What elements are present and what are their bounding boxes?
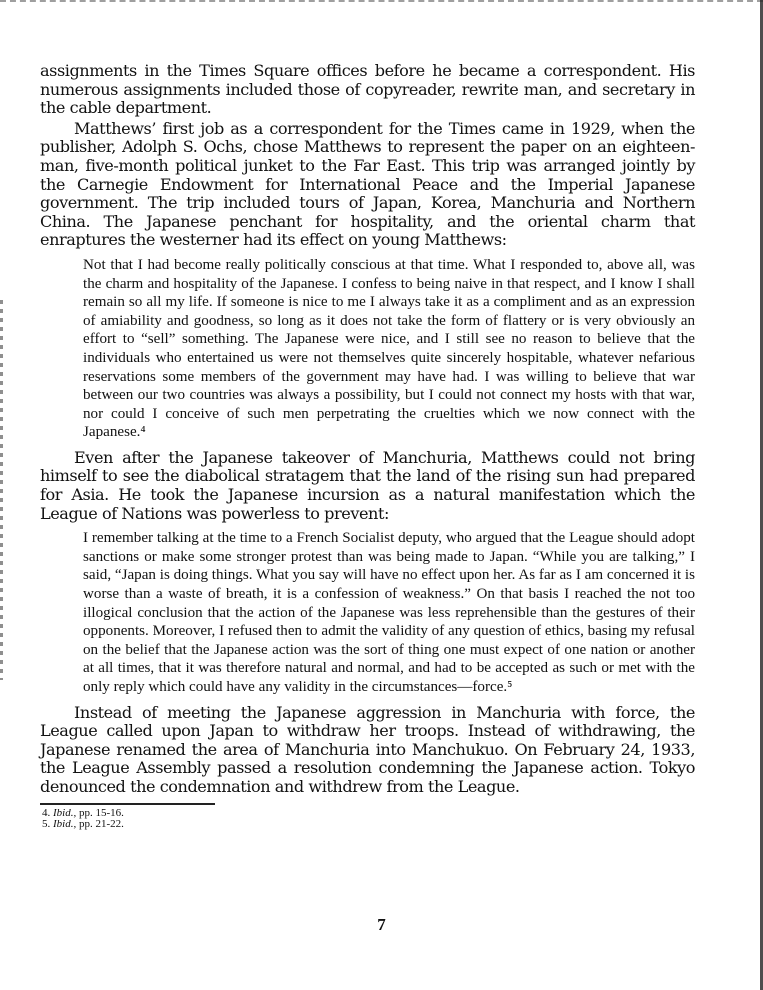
paragraph-1: assignments in the Times Square offices before he became a correspondent. His numerous assignments included those of copyreader, rewrite man, and secretary in the cable department.: [40, 61, 695, 118]
paragraph-3: Even after the Japanese takeover of Manchuria, Matthews could not bring himself to see the diabolical stratagem that the land of the rising sun had prepared for Asia. He took the Japanese incursion as a natural manifestation which the League of Nations was powerless to prevent:: [40, 447, 695, 523]
scan-edge-left: [0, 300, 3, 680]
footnote-4: 4. Ibid., pp. 15-16.: [42, 806, 124, 819]
footnote-5: 5. Ibid., pp. 21-22.: [42, 818, 124, 831]
paragraph-4: Instead of meeting the Japanese aggression in Manchuria with force, the League called upon Japan to withdraw her troops. Instead of withdrawing, the Japanese renamed the area of Manchuria into Manchukuo. On February 24, 1933, the League Assembly passed a resolution condemning the Japanese action. Tokyo denounced the condemnation and withdrew from the League.: [40, 702, 695, 796]
scan-edge-top: [0, 0, 763, 9]
block-quote-2: I remember talking at the time to a French Socialist deputy, who argued that the League should adopt sanctions or make some stronger protest than was being made to Japan. “While you are talking,” I said, “Japan is doing things. What you say will have no effect upon her. As far as I am concerned it is worse than a waste of breath, it is a confession of weakness.” On that basis I reached the not too illogical conclusion that the action of the Japanese was less reprehensible than the gestures of their opponents. Moreover, I refused then to admit the validity of any question of ethics, basing my refusal on the belief that the Japanese action was the sort of thing one must expect of one nation or another at all times, that it was therefore natural and normal, and had to be accepted as such or met with the only reply which could have any validity in the circumstances—force.⁵: [83, 530, 695, 695]
document-page: [40, 62, 695, 831]
page-number: 7: [377, 915, 386, 934]
block-quote-1: Not that I had become really politically conscious at that time. What I responded to, above all, was the charm and hospitality of the Japanese. I confess to being naive in that respect, and I know I shall remain so all my life. If someone is nice to me I always take it as a compliment and as an expression of amiability and goodness, so long as it does not take the form of flattery or is very obviously an effort to “sell” something. The Japanese were nice, and I still see no reason to believe that the individuals who entertained us were not themselves quite sincerely hospitable, whatever nefarious reservations some members of the government may have had. I was willing to believe that war between our two countries was always a possibility, but I could not connect my hosts with that war, nor could I conceive of such men perpetrating the cruelties which we now connect with the Japanese.⁴: [83, 256, 695, 441]
footnote-rule: [40, 803, 215, 805]
paragraph-2: Matthews’ first job as a correspondent for the Times came in 1929, when the publisher, Adolph S. Ochs, chose Matthews to represent the paper on an eighteen-man, five-month political junket to the Far East. This trip was arranged jointly by the Carnegie Endowment for International Peace and the Imperial Japanese government. The trip included tours of Japan, Korea, Manchuria and Northern China. The Japanese penchant for hospitality, and the oriental charm that enraptures the westerner had its effect on young Matthews:: [40, 118, 695, 250]
